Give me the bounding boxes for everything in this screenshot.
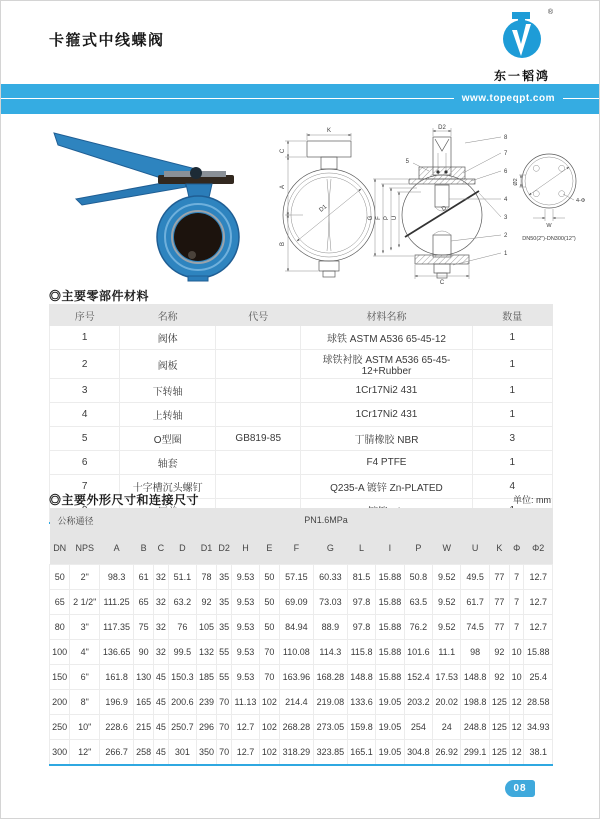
group-header-pressure: PN1.6MPa [100,508,553,532]
table-header-row [50,532,553,565]
table-cell: 球铁衬胶 ASTM A536 65-45-12+Rubber [301,350,472,379]
table-cell: 17.53 [433,665,461,690]
table-cell: 254 [404,715,432,740]
table-cell: 219.08 [313,690,347,715]
column-header: H [232,532,260,565]
table-cell: 19.05 [376,715,404,740]
column-header: G [313,532,347,565]
table-cell: 69.09 [279,590,313,615]
column-header: W [433,532,461,565]
unit-label: 单位: mm [513,495,551,505]
table-cell: 161.8 [100,665,134,690]
table-cell: 15.88 [376,640,404,665]
table-cell: 15.88 [376,565,404,590]
table-cell: GB819-85 [215,427,301,451]
table-row [50,615,553,640]
table-cell: 102 [259,690,279,715]
table-cell: 1 [472,326,553,350]
table-cell: 9.53 [232,590,260,615]
column-header: P [404,532,432,565]
table-group-header-row [50,508,553,532]
column-header: C [154,532,168,565]
table-cell: 26.92 [433,740,461,766]
table-cell: 100 [50,640,70,665]
table-cell: 111.25 [100,590,134,615]
label-four-phi: 4-Φ [576,198,586,204]
table-cell: 300 [50,740,70,766]
table-cell: 阀体 [120,326,216,350]
table-cell: 77 [489,565,509,590]
table-cell: 84.94 [279,615,313,640]
table-cell: 70 [217,690,232,715]
table-cell: 148.8 [347,665,375,690]
table-row [50,665,553,690]
table-cell: 318.29 [279,740,313,766]
dim-label-p: P [384,215,390,221]
table-cell: 45 [154,740,168,766]
table-cell: 105 [197,615,217,640]
valve-photo [46,121,258,283]
technical-drawing [257,123,593,285]
registered-mark: ® [547,9,553,16]
table-cell: 70 [259,665,279,690]
table-cell: 70 [259,640,279,665]
dim-label-k: K [326,128,332,134]
table-cell: 99.5 [168,640,196,665]
table-cell: 34.93 [524,715,553,740]
table-cell: 115.8 [347,640,375,665]
table-cell: 248.8 [461,715,489,740]
table-cell: 10 [509,665,523,690]
table-cell: 12 [509,690,523,715]
table-cell: 136.65 [100,640,134,665]
table-cell: 81.5 [347,565,375,590]
table-cell: 65 [134,590,154,615]
part-label-2: 2 [504,233,508,239]
table-cell: 32 [154,640,168,665]
table-cell: 8" [70,690,100,715]
table-cell: 110.08 [279,640,313,665]
end-view [513,154,586,242]
dim-label-a: A [280,184,286,190]
table-cell: 70 [217,715,232,740]
table-cell: 1 [472,379,553,403]
table-cell: 15.88 [376,665,404,690]
table-cell: 50 [259,565,279,590]
table-cell: 3 [472,427,553,451]
table-cell: 9.52 [433,615,461,640]
table-cell: 1Cr17Ni2 431 [301,403,472,427]
dim-label-w: W [546,223,552,229]
table-cell: 1 [472,350,553,379]
dim-label-b: B [280,241,286,247]
dim-label-c: C [280,148,286,154]
table-cell: 9.53 [232,640,260,665]
section-view [368,125,508,285]
table-cell: 12.7 [232,715,260,740]
table-cell: 7 [50,475,120,499]
column-header: U [461,532,489,565]
table-cell: 200.6 [168,690,196,715]
table-cell: 2" [70,565,100,590]
table-cell: 228.6 [100,715,134,740]
table-cell: 6 [50,451,120,475]
table-cell [215,475,301,499]
table-cell: 350 [197,740,217,766]
table-cell: 32 [154,615,168,640]
table-cell: 63.2 [168,590,196,615]
dim-label-d2: D2 [438,125,446,131]
table-cell: 4 [472,475,553,499]
brand-name: 东一韬鸿 [493,69,550,83]
website-url[interactable]: www.topeqpt.com [454,92,563,105]
table-cell: 3" [70,615,100,640]
table-cell: 32 [154,565,168,590]
table-cell: 101.6 [404,640,432,665]
table-cell: 98.3 [100,565,134,590]
table-cell: 78 [197,565,217,590]
table-cell: 轴套 [120,451,216,475]
group-header-nominal-diameter: 公称通径 [50,508,100,532]
table-cell: 12" [70,740,100,766]
table-cell: 45 [154,690,168,715]
dimensions-table [49,508,553,766]
table-cell: 74.5 [461,615,489,640]
table-cell: 45 [154,665,168,690]
table-cell: 185 [197,665,217,690]
table-cell: 76.2 [404,615,432,640]
table-cell: 203.2 [404,690,432,715]
table-cell: 11.1 [433,640,461,665]
table-cell: O型圈 [120,427,216,451]
table-cell: 165.1 [347,740,375,766]
table-cell: 32 [154,590,168,615]
table-cell: 165 [134,690,154,715]
part-label-4: 4 [504,197,508,203]
part-label-8: 8 [504,135,508,141]
table-cell: 60.33 [313,565,347,590]
table-cell: Q235-A 镀锌 Zn-PLATED [301,475,472,499]
table-cell: 9.53 [232,565,260,590]
table-cell: 12.7 [232,740,260,766]
table-cell: 77 [489,615,509,640]
table-cell: 150 [50,665,70,690]
table-cell: 73.03 [313,590,347,615]
table-cell: 9.53 [232,615,260,640]
table-cell: 1 [472,403,553,427]
column-header: D [168,532,196,565]
table-cell: 150.3 [168,665,196,690]
table-cell: 7 [509,615,523,640]
column-header: Φ2 [524,532,553,565]
table-cell: 323.85 [313,740,347,766]
page-title: 卡箍式中线蝶阀 [49,32,165,49]
table-cell: 80 [50,615,70,640]
table-cell: 268.28 [279,715,313,740]
column-header: I [376,532,404,565]
column-header: B [134,532,154,565]
size-range-note: DN50(2")-DN300(12") [522,236,576,242]
table-cell: 301 [168,740,196,766]
table-row [50,403,553,427]
table-cell: 下转轴 [120,379,216,403]
table-cell: 55 [217,640,232,665]
table-cell: 57.15 [279,565,313,590]
column-header: 数量 [472,305,553,326]
table-cell: 70 [217,740,232,766]
table-cell: 35 [217,590,232,615]
table-row [50,715,553,740]
table-cell: 98 [461,640,489,665]
table-cell: 50 [259,590,279,615]
table-cell: 19.05 [376,690,404,715]
table-row [50,740,553,766]
table-cell: 92 [197,590,217,615]
table-cell [215,326,301,350]
table-cell: 125 [489,715,509,740]
table-cell: 90 [134,640,154,665]
front-view [280,128,375,277]
table-cell [215,451,301,475]
table-cell: 9.53 [232,665,260,690]
table-cell: 上转轴 [120,403,216,427]
dim-label-d: D [440,205,448,213]
table-cell: 11.13 [232,690,260,715]
table-cell: 250 [50,715,70,740]
table-cell: 6" [70,665,100,690]
table-cell: 4" [70,640,100,665]
part-label-7: 7 [504,151,508,157]
table-cell: 19.05 [376,740,404,766]
table-row [50,326,553,350]
table-cell [215,350,301,379]
table-cell: 125 [489,690,509,715]
table-cell: 25.4 [524,665,553,690]
table-cell: 92 [489,665,509,690]
page-number-badge: 08 [505,780,535,797]
table-cell: 1 [50,326,120,350]
table-cell: 117.35 [100,615,134,640]
table-cell: 10 [509,640,523,665]
dim-label-c-bottom: C [439,280,445,285]
table-cell: 77 [489,590,509,615]
column-header: A [100,532,134,565]
table-cell: 114.3 [313,640,347,665]
table-cell: 159.8 [347,715,375,740]
table-cell: 35 [217,565,232,590]
column-header: DN [50,532,70,565]
table-cell: 125 [489,740,509,766]
table-cell: 15.88 [376,590,404,615]
table-cell: 97.8 [347,615,375,640]
table-cell [215,379,301,403]
column-header: E [259,532,279,565]
table-cell [215,403,301,427]
website-banner [1,84,600,114]
table-cell: 12.7 [524,615,553,640]
dim-label-phi2: Ø2 [513,178,519,186]
table-cell: 12.7 [524,565,553,590]
table-cell: 28.58 [524,690,553,715]
table-cell: 9.52 [433,590,461,615]
table-cell: 20.02 [433,690,461,715]
column-header: 代号 [215,305,301,326]
table-cell: 24 [433,715,461,740]
logo-icon [500,11,544,61]
table-cell: 239 [197,690,217,715]
table-cell: 152.4 [404,665,432,690]
table-row [50,590,553,615]
table-cell: 266.7 [100,740,134,766]
table-cell: 88.9 [313,615,347,640]
table-cell: 61 [134,565,154,590]
table-cell: 50 [259,615,279,640]
table-cell: 97.8 [347,590,375,615]
table-row [50,640,553,665]
dim-label-d1: D1 [318,204,329,214]
table-cell: 49.5 [461,565,489,590]
column-header: Φ [509,532,523,565]
table-cell: 2 1/2" [70,590,100,615]
table-cell: 12 [509,715,523,740]
table-cell: 7 [509,565,523,590]
table-cell: 1 [472,451,553,475]
table-cell: 61.7 [461,590,489,615]
table-cell: 75 [134,615,154,640]
table-cell: 132 [197,640,217,665]
table-row [50,379,553,403]
table-cell: 丁腈橡胶 NBR [301,427,472,451]
table-row [50,565,553,590]
table-cell: 55 [217,665,232,690]
column-header: NPS [70,532,100,565]
table-cell: 10" [70,715,100,740]
table-cell: 12.7 [524,590,553,615]
table-cell: 51.1 [168,565,196,590]
brand-logo [477,11,567,84]
dim-label-g: G [368,215,374,221]
table-cell: 50 [50,565,70,590]
table-cell: 304.8 [404,740,432,766]
column-header: K [489,532,509,565]
table-cell: 198.8 [461,690,489,715]
table-cell: 148.8 [461,665,489,690]
table-cell: 7 [509,590,523,615]
table-row [50,350,553,379]
part-label-3: 3 [504,215,508,221]
table-cell: 15.88 [524,640,553,665]
table-cell: 102 [259,740,279,766]
table-cell: 133.6 [347,690,375,715]
table-cell: 299.1 [461,740,489,766]
table-cell: 45 [154,715,168,740]
column-header: 材料名称 [301,305,472,326]
table-cell: 50.8 [404,565,432,590]
table-cell: 200 [50,690,70,715]
column-header: 名称 [120,305,216,326]
dimensions-section-title: ◎主要外形尺寸和连接尺寸 [49,493,200,507]
table-row [50,690,553,715]
table-cell: 十字槽沉头螺钉 [120,475,216,499]
table-cell: F4 PTFE [301,451,472,475]
part-label-1: 1 [504,251,508,257]
table-cell: 102 [259,715,279,740]
table-cell: 250.7 [168,715,196,740]
dim-label-u: U [392,215,398,221]
table-cell: 1Cr17Ni2 431 [301,379,472,403]
table-cell: 296 [197,715,217,740]
column-header: D2 [217,532,232,565]
table-cell: 3 [50,379,120,403]
table-cell: 214.4 [279,690,313,715]
table-cell: 196.9 [100,690,134,715]
dim-label-f: F [376,216,382,220]
table-cell: 163.96 [279,665,313,690]
table-header-row [50,305,553,326]
table-row [50,427,553,451]
table-cell: 35 [217,615,232,640]
table-cell: 阀板 [120,350,216,379]
table-cell: 球铁 ASTM A536 65-45-12 [301,326,472,350]
table-cell: 12 [509,740,523,766]
column-header: L [347,532,375,565]
table-cell: 2 [50,350,120,379]
part-label-5: 5 [405,159,409,165]
table-cell: 215 [134,715,154,740]
table-cell: 92 [489,640,509,665]
column-header: 序号 [50,305,120,326]
column-header: D1 [197,532,217,565]
table-cell: 9.52 [433,565,461,590]
table-cell: 4 [50,403,120,427]
materials-section-title: ◎主要零部件材料 [49,289,150,303]
table-cell: 65 [50,590,70,615]
table-cell: 38.1 [524,740,553,766]
table-cell: 63.5 [404,590,432,615]
table-row [50,451,553,475]
table-cell: 130 [134,665,154,690]
table-cell: 168.28 [313,665,347,690]
table-cell: 76 [168,615,196,640]
table-cell: 15.88 [376,615,404,640]
column-header: F [279,532,313,565]
table-cell: 5 [50,427,120,451]
table-cell: 273.05 [313,715,347,740]
table-cell: 258 [134,740,154,766]
part-label-6: 6 [504,169,508,175]
